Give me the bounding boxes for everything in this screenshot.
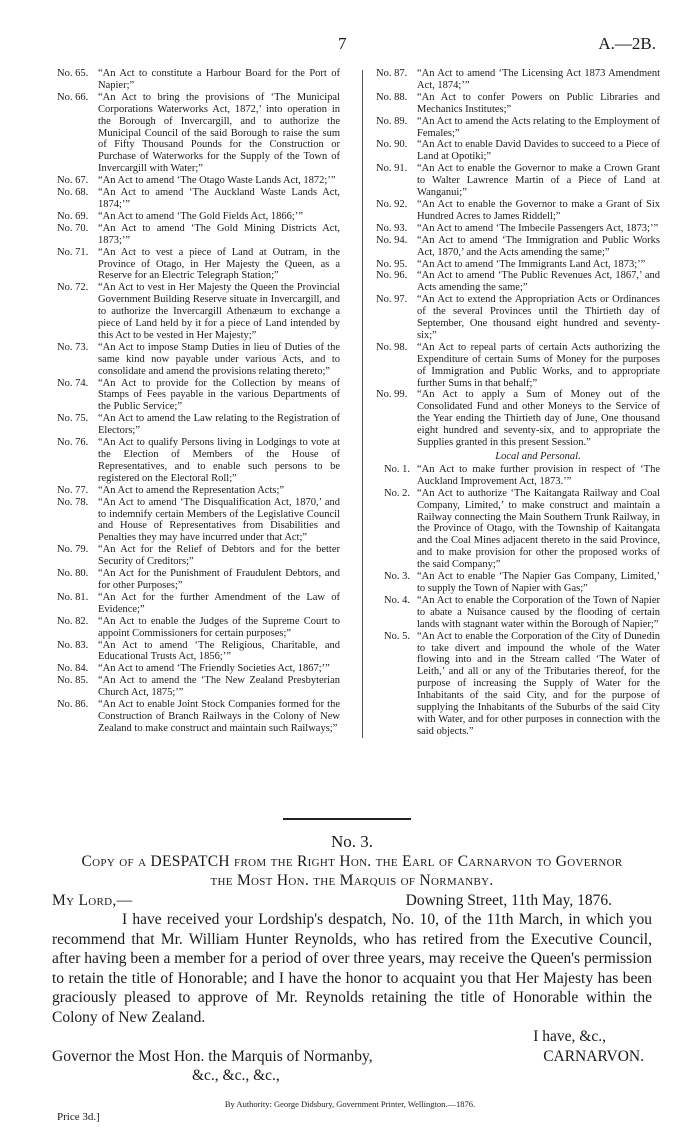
act-entry	[376, 571, 660, 595]
act-title: “An Act to amend ‘The Auckland Waste Lands Act, 1874;’”	[98, 187, 340, 210]
act-title: “An Act to amend ‘The Gold Fields Act, 1866;’”	[98, 210, 304, 222]
act-number: No. 75.	[57, 413, 89, 425]
general-acts-list	[376, 68, 660, 449]
act-entry	[57, 437, 340, 485]
act-title: “An Act to amend the Law relating to the Registration of Electors;”	[98, 413, 340, 437]
act-title: “An Act to extend the Appropriation Acts or Ordinances of the several Provinces until the Thirtieth day of September, One thousand eight hundred and seventy-six;”	[417, 294, 660, 341]
act-title: “An Act to amend ‘The Public Revenues Act, 1867,’ and Acts amending the same;”	[417, 270, 660, 294]
act-number: No. 96.	[376, 270, 408, 282]
act-number: No. 91.	[376, 163, 408, 175]
act-entry	[57, 413, 340, 437]
act-title: “An Act for the further Amendment of the Law of Evidence;”	[98, 591, 340, 615]
act-entry	[57, 640, 340, 664]
act-number: No. 73.	[57, 341, 89, 353]
act-title: “An Act to impose Stamp Duties in lieu of Duties of the same kind now payable under various Acts, and to consolidate and amend the provisions relating thereto;”	[98, 341, 340, 377]
act-entry	[376, 199, 660, 223]
act-title: “An Act to vest a piece of Land at Outram, in the Province of Otago, in Her Majesty the Queen, as a Reserve for an Electric Telegraph Station;”	[98, 246, 340, 282]
act-title: “An Act to repeal parts of certain Acts authorizing the Expenditure of certain Sums of Money for the purposes of Immigration and Public Works, and to appropriate further Sums in that behalf;”	[417, 341, 660, 389]
act-entry	[57, 568, 340, 592]
act-entry	[376, 116, 660, 140]
act-number: No. 81.	[57, 591, 89, 603]
act-number: No. 82.	[57, 615, 89, 627]
salutation: My Lord,—	[52, 891, 133, 909]
act-title: “An Act to amend ‘The Immigrants Land Act, 1873;’”	[417, 258, 646, 270]
signature-row	[52, 1047, 652, 1067]
act-title: “An Act to amend ‘The Religious, Charitable, and Educational Trusts Act, 1856;’”	[98, 639, 340, 663]
despatch-title-line2: the Most Hon. the Marquis of Normanby.	[210, 872, 494, 889]
act-number: No. 97.	[376, 294, 408, 306]
act-title: “An Act to bring the provisions of ‘The Municipal Corporations Waterworks Act, 1872,’ into operation in the Borough of Invercargill, and to authorize the Municipal Council of the said Borough to raise the sum of Fifty Thousand Pounds for the Construction or Purchase of Waterworks for the Supply of the Town of Invercargill with Water;”	[98, 91, 340, 175]
act-number: No. 2.	[384, 487, 410, 499]
act-number: No. 67.	[57, 175, 89, 187]
act-title: “An Act to amend ‘The Disqualification Act, 1870,’ and to indemnify certain Members of the Legislative Council and House of Representatives from Disabilities and Penalties they may have incurred under that Act;”	[98, 496, 340, 544]
act-title: “An Act to enable the Governor to make a Crown Grant to Walter Lawrence Martin of a Piece of Land at Wanganui;”	[417, 163, 660, 199]
act-entry	[376, 259, 660, 271]
act-entry	[57, 616, 340, 640]
act-entry	[57, 592, 340, 616]
despatch-number: No. 3.	[330, 832, 374, 851]
act-number: No. 65.	[57, 68, 89, 79]
act-title: “An Act to enable the Corporation of the Town of Napier to abate a Nuisance caused by the flooding of certain lands with stagnant water within the Borough of Napier;”	[417, 594, 660, 630]
act-entry	[376, 139, 660, 163]
act-entry	[57, 282, 340, 342]
closing: I have, &c.,	[533, 1028, 606, 1045]
act-title: “An Act to enable the Judges of the Supreme Court to appoint Commissioners for certain purposes;”	[98, 615, 340, 639]
act-number: No. 89.	[376, 115, 408, 127]
column-divider	[362, 70, 363, 738]
act-title: “An Act to provide for the Collection by means of Stamps of Fees payable in the various Departments of the Public Service;”	[98, 377, 340, 413]
act-title: “An Act to amend ‘The Licensing Act 1873 Amendment Act, 1874;’”	[417, 68, 660, 91]
act-entry	[57, 342, 340, 378]
local-acts-list	[376, 464, 660, 738]
page-header	[0, 34, 700, 54]
act-number: No. 86.	[57, 699, 89, 711]
act-number: No. 88.	[376, 91, 408, 103]
act-number: No. 66.	[57, 91, 89, 103]
despatch-title: Copy of a DESPATCH from the Right Hon. the Earl of Carnarvon to Governor	[81, 852, 623, 870]
act-title: “An Act to amend the Representation Acts;”	[98, 484, 285, 496]
act-entry	[57, 223, 340, 247]
act-title: “An Act to enable Joint Stock Companies formed for the Construction of Branch Railways in the Colony of New Zealand to make construct and maintain such Railways;”	[98, 699, 340, 734]
act-number: No. 85.	[57, 675, 89, 687]
act-number: No. 71.	[57, 246, 89, 258]
act-number: No. 94.	[376, 234, 408, 246]
act-entry	[376, 342, 660, 390]
act-number: No. 92.	[376, 198, 408, 210]
act-entry	[376, 223, 660, 235]
act-title: “An Act to authorize ‘The Kaitangata Railway and Coal Company, Limited,’ to make construct and maintain a Railway connecting the Main Southern Trunk Railway, in the Province of Otago, with the Township of Kaitangata and the Coal Mines adjacent thereto in the said Province, and to make provision for other the proposed works of the said Company;”	[417, 487, 660, 571]
act-entry	[376, 235, 660, 259]
act-number: No. 90.	[376, 139, 408, 151]
act-title: “An Act to amend ‘The Immigration and Public Works Act, 1870,’ and the Acts amending the same;”	[417, 234, 660, 258]
act-title: “An Act to enable David Davides to succeed to a Piece of Land at Opotiki;”	[417, 139, 660, 163]
act-entry	[376, 92, 660, 116]
act-number: No. 78.	[57, 496, 89, 508]
act-title: “An Act to amend ‘The Gold Mining Districts Act, 1873;’”	[98, 222, 340, 246]
act-title: “An Act to amend the Acts relating to the Employment of Females;”	[417, 115, 660, 139]
act-number: No. 79.	[57, 544, 89, 556]
act-entry	[57, 485, 340, 497]
act-title: “An Act to qualify Persons living in Lodgings to vote at the Election of Members of the House of Representatives, and to enable such persons to be registered on the Electoral Roll;”	[98, 437, 340, 484]
act-title: “An Act to vest in Her Majesty the Queen the Provincial Government Building Reserve situate in Invercargill, and to authorize the Invercargill Athenæum to exchange a piece of Land held by it for a piece of Land intended by this Act to be vested in Her Majesty;”	[98, 282, 340, 341]
despatch	[52, 832, 652, 1086]
act-number: No. 70.	[57, 222, 89, 234]
act-title: “An Act to amend ‘The Imbecile Passengers Act, 1873;’”	[417, 222, 659, 234]
act-title: “An Act to amend ‘The Otago Waste Lands Act, 1872;’”	[98, 175, 336, 187]
act-entry	[376, 294, 660, 342]
act-entry	[376, 488, 660, 571]
act-entry	[57, 175, 340, 187]
act-number: No. 84.	[57, 663, 89, 675]
act-number: No. 1.	[384, 463, 410, 475]
right-column	[376, 68, 660, 738]
act-number: No. 93.	[376, 222, 408, 234]
act-entry	[57, 699, 340, 735]
local-personal-heading: Local and Personal.	[495, 451, 581, 462]
act-number: No. 98.	[376, 341, 408, 353]
act-entry	[57, 675, 340, 699]
act-number: No. 77.	[57, 484, 89, 496]
act-entry	[376, 68, 660, 92]
section-divider	[283, 818, 411, 820]
despatch-body: I have received your Lordship's despatch, No. 10, of the 11th March, in which you recommend that Mr. William Hunter Reynolds, who has retired from the Executive Council, after having been a member for a period of over three years, may receive the Queen's permission to retain the title of Honorable; and I have the honor to acquaint you that Her Majesty has been graciously pleased to approve of Mr. Reynolds retaining the title of Honorable within the Colony of New Zealand.	[52, 911, 652, 1026]
act-number: No. 4.	[384, 594, 410, 606]
act-title: “An Act to enable the Corporation of the City of Dunedin to take divert and impound the whole of the Water flowing into and in the Stream called ‘The Water of Leith,’ and all or any of the Tributaries thereof, for the purpose of increasing the Supply of Water for the Inhabitants of the said City, and for the purpose of supplying the Inhabitants of the Suburbs of the said City with Water, and for other purposes in connection with the said objects.”	[417, 630, 660, 737]
act-title: “An Act for the Punishment of Fraudulent Debtors, and for other Purposes;”	[98, 568, 340, 591]
act-title: “An Act to amend ‘The Friendly Societies Act, 1867;’”	[98, 663, 330, 675]
act-entry	[376, 631, 660, 738]
act-title: “An Act to make further provision in respect of ‘The Auckland Improvement Act, 1873.’”	[417, 463, 660, 487]
act-title: “An Act to confer Powers on Public Libraries and Mechanics Institutes;”	[417, 91, 660, 115]
act-entry	[376, 595, 660, 631]
salutation-row	[52, 891, 652, 911]
act-number: No. 5.	[384, 630, 410, 642]
act-entry	[57, 378, 340, 414]
act-entry	[57, 663, 340, 675]
act-number: No. 76.	[57, 437, 89, 449]
act-entry	[57, 211, 340, 223]
act-number: No. 95.	[376, 258, 408, 270]
act-number: No. 83.	[57, 639, 89, 651]
act-title: “An Act to enable the Governor to make a Grant of Six Hundred Acres to James Riddell;”	[417, 198, 660, 222]
act-number: No. 3.	[384, 571, 410, 583]
act-entry	[57, 544, 340, 568]
act-entry	[57, 68, 340, 92]
price: Price 3d.]	[57, 1111, 100, 1123]
act-title: “An Act to enable ‘The Napier Gas Company, Limited,’ to supply the Town of Napier with Gas;”	[417, 571, 660, 594]
act-title: “An Act for the Relief of Debtors and for the better Security of Creditors;”	[98, 544, 340, 568]
act-number: No. 69.	[57, 210, 89, 222]
act-title: “An Act to constitute a Harbour Board for the Port of Napier;”	[98, 68, 340, 91]
act-entry	[57, 497, 340, 545]
signature: CARNARVON.	[543, 1047, 644, 1065]
printer-authority: By Authority: George Didsbury, Government Printer, Wellington.—1876.	[224, 1099, 476, 1109]
act-number: No. 80.	[57, 568, 89, 580]
act-entry	[57, 92, 340, 175]
act-number: No. 68.	[57, 187, 89, 199]
act-entry	[376, 389, 660, 449]
act-entry	[57, 187, 340, 211]
place-date: Downing Street, 11th May, 1876.	[405, 891, 612, 909]
act-number: No. 72.	[57, 282, 89, 294]
act-title: “An Act to apply a Sum of Money out of the Consolidated Fund and other Moneys to the Service of the Year ending the Thirtieth day of June, One thousand eight hundred and seventy-six, and to appropriate the Supplies granted in this present Session.”	[417, 389, 660, 449]
act-entry	[376, 163, 660, 199]
page-number: 7	[338, 34, 347, 53]
document-reference: A.—2B.	[598, 34, 656, 53]
act-number: No. 99.	[376, 389, 408, 401]
act-entry	[376, 270, 660, 294]
addressee-etc: &c., &c., &c.,	[192, 1067, 280, 1084]
act-entry	[376, 464, 660, 488]
act-entry	[57, 247, 340, 283]
act-number: No. 74.	[57, 377, 89, 389]
addressee: Governor the Most Hon. the Marquis of Normanby,	[52, 1047, 373, 1065]
left-column	[57, 68, 340, 735]
act-title: “An Act to amend the ‘The New Zealand Presbyterian Church Act, 1875;’”	[98, 675, 340, 699]
act-number: No. 87.	[376, 68, 408, 79]
